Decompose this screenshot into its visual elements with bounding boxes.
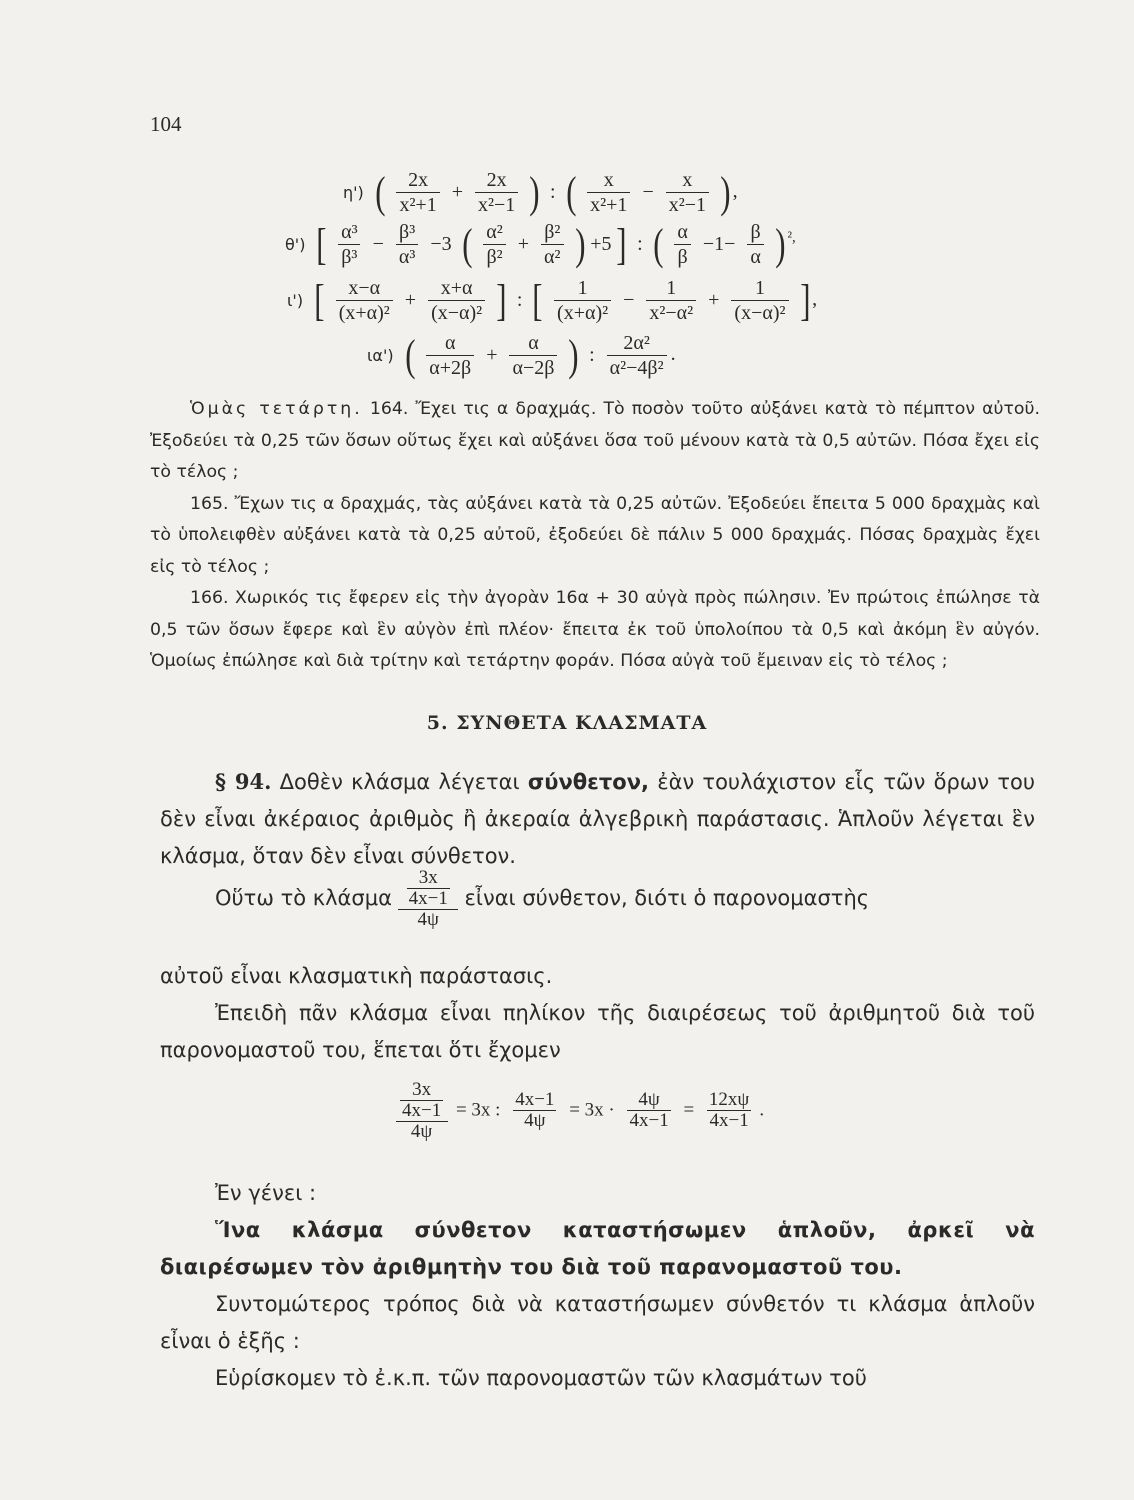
fraction: $\frac{12x\psi}{4x-1}$ <box>708 1089 750 1132</box>
fraction: $\frac{4\psi}{4x-1}$ <box>629 1089 669 1132</box>
since-paragraph: Ἐπειδὴ πᾶν κλάσμα εἶναι πηλίκον τῆς διαιρέσεως τοῦ ἀριθμητοῦ διὰ τοῦ παρονομαστοῦ του, ἕπεται ὅτι ἔχομεν <box>160 1001 1035 1062</box>
eq-label: η') <box>343 183 364 202</box>
fraction: $\frac{\text{α³}}{\text{β³}}$ <box>338 222 360 267</box>
fraction: $\frac{\text{β²}}{\text{α²}}$ <box>541 222 563 267</box>
fraction: $\frac{\text{α²}}{\text{β²}}$ <box>483 222 505 267</box>
fraction: $\frac{2x}{\text{x²+1}}$ <box>396 170 439 215</box>
group-label: Ὁμὰς τετάρτη. <box>190 399 363 419</box>
fraction: $\frac{x}{\text{x²+1}}$ <box>587 170 630 215</box>
fraction: $\frac{\alpha}{\alpha+2\beta}$ <box>426 333 474 378</box>
fraction: $\frac{\alpha}{\alpha-2\beta}$ <box>509 333 557 378</box>
fraction: $\frac{4x-1}{4\psi}$ <box>515 1089 555 1132</box>
equation-eta: η') ( $\frac{2x}{\text{x²+1}}$ + $\frac{2x}{\text{x²−1}}$ ) : ( $\frac{x}{\text{x²+1}}$ − $\frac{x}{\text{x²−1}}$ ) , <box>343 167 738 217</box>
shorter-method: Συντομώτερος τρόπος διὰ νὰ καταστήσωμεν σύνθετόν τι κλάσμα ἁπλοῦν εἶναι ὁ ἑξῆς : <box>160 1292 1035 1353</box>
fraction: $\frac{x+\alpha}{\text{(x−α)²}}$ <box>428 278 485 323</box>
paren-open: ( <box>374 167 386 217</box>
rule-statement: Ἵνα κλάσμα σύνθετον καταστήσωμεν ἁπλοῦν, ἀρκεῖ νὰ διαιρέσωμεν τὸν ἀριθμητὴν του διὰ τοῦ παρανομαστοῦ του. <box>160 1218 1035 1279</box>
fraction: $\frac{1}{\text{x²−α²}}$ <box>646 278 696 323</box>
fraction: $\frac{\text{β³}}{\text{α³}}$ <box>396 222 418 267</box>
eq-label: ι') <box>287 291 304 310</box>
general-section <box>160 1175 1035 1397</box>
equation-iota-alpha: ια') ( $\frac{\alpha}{\alpha+2\beta}$ + $\frac{\alpha}{\alpha-2\beta}$ ) : $\frac{\text{2α²}}{\text{α²−4β²}}$ . <box>367 330 676 380</box>
eq-label: ια') <box>367 346 394 365</box>
term-compound: σύνθετον, <box>527 770 649 794</box>
exercise-165: 165. Ἔχων τις α δραχμάς, τὰς αὐξάνει κατὰ τὰ 0,25 αὐτῶν. Ἐξοδεύει ἔπειτα 5 000 δραχμὰς καὶ τὸ ὑπολειφθὲν αὐξάνει κατὰ τὰ 0,25 αὐτοῦ, ἐξοδεύει δὲ πάλιν 5 000 δραχμάς. Πόσας δραχμὰς ἔχει εἰς τὸ τέλος ; <box>150 493 1040 577</box>
page-number: 104 <box>150 112 182 136</box>
find-lcm: Εὑρίσκομεν τὸ ἐ.κ.π. τῶν παρονομαστῶν τῶν κλασμάτων τοῦ <box>215 1366 867 1390</box>
compound-fraction: 3x 4x−1 4ψ <box>407 868 450 930</box>
fraction: $\frac{x}{\text{x²−1}}$ <box>666 170 709 215</box>
equation-chain: 3x 4x−1 4ψ = 3x : $\frac{4x-1}{4\psi}$ = 3x · $\frac{4\psi}{4x-1}$ = $\frac{12x\psi}{4x-1}$ . <box>392 1080 764 1142</box>
paragraph-mark: § 94. <box>215 769 272 794</box>
fraction: $\frac{1}{\text{(x−α)²}}$ <box>731 278 788 323</box>
fraction: $\frac{\alpha}{\beta}$ <box>674 222 690 267</box>
section-title: 5. ΣΥΝΘΕΤΑ ΚΛΑΣΜΑΤΑ <box>426 712 708 734</box>
paren-open: ( <box>565 167 576 217</box>
fraction: $\frac{2x}{\text{x²−1}}$ <box>475 170 518 215</box>
paragraph-94: § 94. Δοθὲν κλάσμα λέγεται σύνθετον, ἐὰν τουλάχιστον εἷς τῶν ὅρων του δὲν εἶναι ἀκέραιος ἀριθμὸς ἢ ἀκεραία ἀλγεβρικὴ παράστασις. Ἁπλοῦν λέγεται ἓν κλάσμα, ὅταν δὲν εἶναι σύνθετον. <box>160 769 1035 868</box>
fraction: $\frac{x-\alpha}{\text{(x+α)²}}$ <box>336 278 393 323</box>
compound-fraction: 3x 4x−1 4ψ <box>400 1080 443 1142</box>
example-continuation: αὐτοῦ εἶναι κλασματικὴ παράστασις. Ἐπειδὴ πᾶν κλάσμα εἶναι πηλίκον τῆς διαιρέσεως τοῦ ἀριθμητοῦ διὰ τοῦ παρονομαστοῦ του, ἕπεται ὅτι ἔχομεν <box>160 958 1035 1069</box>
eq-label: θ') <box>285 235 306 254</box>
exercise-164: Ὁμὰς τετάρτη. 164. Ἔχει τις α δραχμάς. Τὸ ποσὸν τοῦτο αὐξάνει κατὰ τὸ πέμπτον αὐτοῦ. Ἐξοδεύει τὰ 0,25 τῶν ὅσων οὕτως ἔχει καὶ αὐξάνει ὅσα τοῦ μένουν κατὰ τὰ 0,5 αὐτῶν. Πόσα ἔχει εἰς τὸ τέλος ; <box>150 399 1040 482</box>
fraction: $\frac{\text{2α²}}{\text{α²−4β²}}$ <box>607 333 667 378</box>
exercise-group <box>150 394 1040 678</box>
example-line: Οὕτω τὸ κλάσμα 3x 4x−1 4ψ εἶναι σύνθετον, διότι ὁ παρονομαστὴς <box>215 867 870 930</box>
in-general: Ἐν γένει : <box>215 1181 317 1205</box>
paren-close: ) <box>529 167 540 217</box>
paren-close: ) <box>720 167 731 217</box>
fraction: $\frac{1}{\text{(x+α)²}}$ <box>554 278 611 323</box>
equation-iota: ι') [ $\frac{x-\alpha}{\text{(x+α)²}}$ + $\frac{x+\alpha}{\text{(x−α)²}}$ ] : [ $\frac{1}{\text{(x+α)²}}$ − $\frac{1}{\text{x²−α²}}$ + $\frac{1}{\text{(x−α)²}}$ ] , <box>287 275 818 325</box>
exercise-166: 166. Χωρικός τις ἔφερεν εἰς τὴν ἀγορὰν 16α + 30 αὐγὰ πρὸς πώλησιν. Ἐν πρώτοις ἐπώλησε τὰ 0,5 τῶν ὅσων ἔφερε καὶ ἓν αὐγὸν ἐπὶ πλέον· ἔπειτα ἐκ τοῦ ὑπολοίπου τὰ 0,5 καὶ ἀκόμη ἓν αὐγόν. Ὁμοίως ἐπώλησε καὶ διὰ τρίτην καὶ τετάρτην φοράν. Πόσα αὐγὰ τοῦ ἔμειναν εἰς τὸ τέλος ; <box>150 588 1040 671</box>
fraction: $\frac{\beta}{\alpha}$ <box>747 222 763 267</box>
equation-theta: θ') [ $\frac{\text{α³}}{\text{β³}}$ − $\frac{\text{β³}}{\text{α³}}$ −3 ( $\frac{\text{α²}}{\text{β²}}$ + $\frac{\text{β²}}{\text{α²}}$ ) +5 ] : ( $\frac{\alpha}{\beta}$ −1− $\frac{\beta}{\alpha}$ ) $^{^2,}$ <box>285 219 796 269</box>
